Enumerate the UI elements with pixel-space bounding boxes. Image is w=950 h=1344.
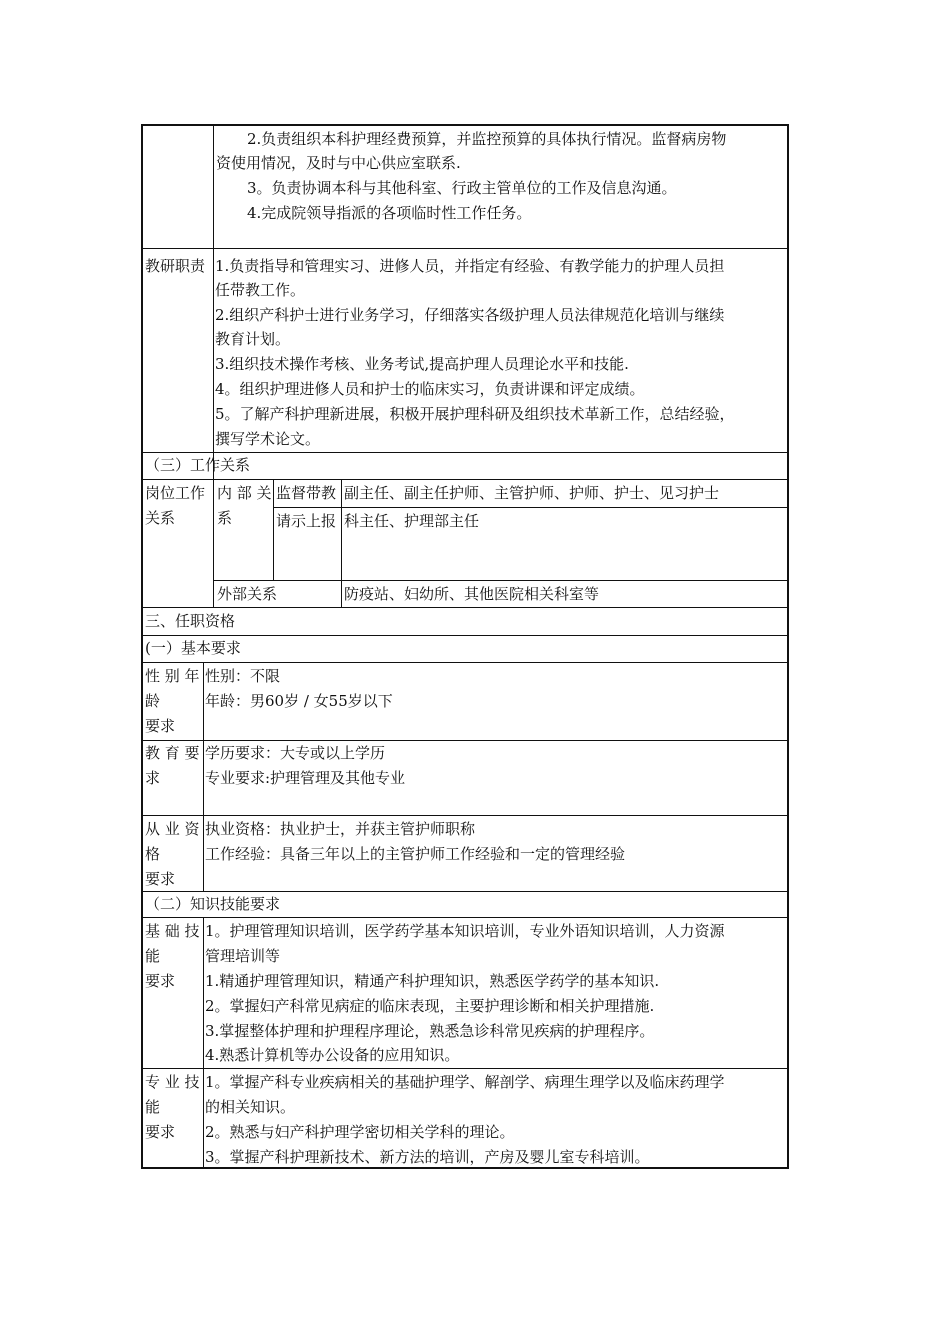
- row-divider: [273, 507, 789, 508]
- basic-skill-line: 1.精通护理管理知识，精通产科护理知识，熟悉医学药学的基本知识.: [205, 972, 660, 990]
- post-relation-label: 关系: [145, 509, 176, 527]
- responsibility-item: 资使用情况，及时与中心供应室联系.: [216, 154, 461, 172]
- supervise-value: 副主任、副主任护师、主管护师、护师、护士、见习护士: [344, 484, 720, 502]
- responsibility-item: 3。负责协调本科与其他科室、行政主管单位的工作及信息沟通。: [247, 179, 677, 197]
- supervise-label: 监督带教: [276, 484, 337, 502]
- teaching-line: 1.负责指导和管理实习、进修人员，并指定有经验、有教学能力的护理人员担: [215, 257, 725, 275]
- basic-skill-line: 4.熟悉计算机等办公设备的应用知识。: [205, 1046, 460, 1064]
- column-divider: [273, 479, 274, 580]
- teaching-line: 任带教工作。: [215, 281, 306, 299]
- section-title: （三）工作关系: [145, 456, 251, 474]
- post-relation-label: 岗位工作: [145, 484, 206, 502]
- basic-skill-label: 基 础 技: [145, 922, 200, 940]
- basic-skill-line: 3.掌握整体护理和护理程序理论，熟悉急诊科常见疾病的护理程序。: [205, 1022, 655, 1040]
- professional-skill-label: 要求: [145, 1123, 176, 1141]
- row-divider: [141, 479, 789, 480]
- license-value: 执业资格：执业护士，并获主管护师职称: [205, 820, 476, 838]
- report-value: 科主任、护理部主任: [344, 512, 480, 530]
- education-label: 教 育 要: [145, 744, 200, 762]
- professional-skill-line: 3。掌握产科护理新技术、新方法的培训，产房及婴儿室专科培训。: [205, 1148, 650, 1166]
- teaching-line: 5。了解产科护理新进展，积极开展护理科研及组织技术革新工作，总结经验，: [215, 405, 735, 423]
- experience-value: 工作经验：具备三年以上的主管护师工作经验和一定的管理经验: [205, 845, 626, 863]
- professional-skill-line: 的相关知识。: [205, 1098, 296, 1116]
- teaching-line: 教育计划。: [215, 330, 291, 348]
- external-relation-value: 防疫站、妇幼所、其他医院相关科室等: [344, 585, 600, 603]
- gender-value: 性别：不限: [205, 667, 281, 685]
- internal-relation-label: 系: [217, 509, 233, 527]
- row-divider: [141, 662, 789, 663]
- column-divider: [341, 479, 342, 607]
- professional-skill-line: 2。熟悉与妇产科护理学密切相关学科的理论。: [205, 1123, 515, 1141]
- basic-skill-line: 管理培训等: [205, 947, 281, 965]
- professional-skill-label: 专 业 技: [145, 1073, 200, 1091]
- internal-relation-label: 内 部 关: [217, 484, 272, 502]
- basic-skill-label: 要求: [145, 972, 176, 990]
- education-label: 求: [145, 769, 161, 787]
- teaching-line: 撰写学术论文。: [215, 430, 321, 448]
- report-label: 请示上报: [276, 512, 337, 530]
- major-value: 专业要求:护理管理及其他专业: [205, 769, 406, 787]
- responsibility-item: 2.负责组织本科护理经费预算，并监控预算的具体执行情况。监督病房物: [247, 130, 727, 148]
- subsection-title: （二）知识技能要求: [145, 895, 281, 913]
- row-divider: [141, 917, 789, 918]
- basic-skill-line: 2。掌握妇产科常见病症的临床表现，主要护理诊断和相关护理措施.: [205, 997, 655, 1015]
- row-divider: [141, 607, 789, 608]
- column-divider: [203, 917, 204, 1169]
- gender-age-label: 龄: [145, 692, 161, 710]
- column-divider: [213, 124, 214, 607]
- row-divider: [141, 1068, 789, 1069]
- column-divider: [203, 662, 204, 891]
- basic-skill-line: 1。护理管理知识培训，医学药学基本知识培训，专业外语知识培训，人力资源: [205, 922, 725, 940]
- age-value: 年龄：男60岁 / 女55岁以下: [205, 692, 393, 710]
- teaching-line: 2.组织产科护士进行业务学习，仔细落实各级护理人员法律规范化培训与继续: [215, 306, 725, 324]
- teaching-line: 3.组织技术操作考核、业务考试,提高护理人员理论水平和技能.: [215, 355, 629, 373]
- external-relation-label: 外部关系: [217, 585, 278, 603]
- teaching-label: 教研职责: [145, 257, 206, 275]
- professional-skill-label: 能: [145, 1098, 161, 1116]
- row-divider: [213, 580, 789, 581]
- subsection-title: (一）基本要求: [145, 639, 241, 657]
- practice-label: 从 业 资: [145, 820, 200, 838]
- responsibility-item: 4.完成院领导指派的各项临时性工作任务。: [247, 204, 532, 222]
- gender-age-label: 性 别 年: [145, 667, 200, 685]
- basic-skill-label: 能: [145, 947, 161, 965]
- practice-label: 要求: [145, 870, 176, 888]
- row-divider: [141, 248, 789, 249]
- education-value: 学历要求：大专或以上学历: [205, 744, 386, 762]
- practice-label: 格: [145, 845, 161, 863]
- professional-skill-line: 1。掌握产科专业疾病相关的基础护理学、解剖学、病理生理学以及临床药理学: [205, 1073, 725, 1091]
- teaching-line: 4。组织护理进修人员和护士的临床实习，负责讲课和评定成绩。: [215, 380, 645, 398]
- section-title: 三、任职资格: [145, 612, 236, 630]
- gender-age-label: 要求: [145, 717, 176, 735]
- row-divider: [141, 815, 789, 816]
